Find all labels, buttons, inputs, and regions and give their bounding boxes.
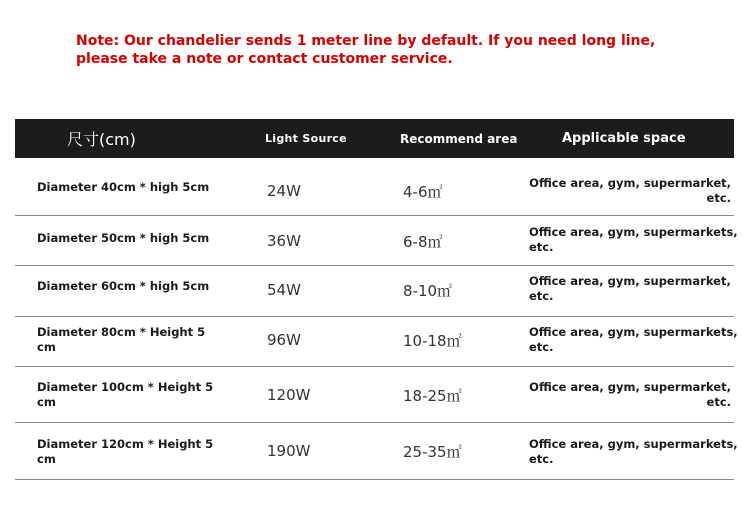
size-cell: Diameter 80cm * Height 5 cm xyxy=(37,325,206,354)
light-cell: 24W xyxy=(267,182,301,200)
table-row xyxy=(15,216,738,266)
header-light-source: Light Source xyxy=(265,132,347,145)
area-cell: 4-6㎡ xyxy=(403,183,443,201)
area-cell: 6-8㎡ xyxy=(403,233,443,251)
spec-table xyxy=(15,158,738,480)
light-cell: 120W xyxy=(267,386,311,404)
table-header xyxy=(15,119,734,158)
size-cell: Diameter 40cm * high 5cm xyxy=(37,180,210,194)
space-cell: Office area, gym, supermarket, etc. xyxy=(529,176,731,205)
header-applicable-space: Applicable space xyxy=(562,131,686,146)
size-cell: Diameter 120cm * Height 5 cm xyxy=(37,437,214,466)
light-cell: 190W xyxy=(267,442,311,460)
light-cell: 96W xyxy=(267,331,301,349)
table-row xyxy=(15,317,738,367)
space-cell: Office area, gym, supermarkets, etc. xyxy=(529,437,738,466)
light-cell: 54W xyxy=(267,281,301,299)
size-cell: Diameter 50cm * high 5cm xyxy=(37,231,210,245)
header-size: 尺寸(cm) xyxy=(67,130,136,149)
size-cell: Diameter 60cm * high 5cm xyxy=(37,279,210,293)
space-cell: Office area, gym, supermarket, etc. xyxy=(529,274,731,303)
header-recommend-area: Recommend area xyxy=(400,131,518,146)
table-row xyxy=(15,266,734,317)
table-row xyxy=(15,158,734,216)
area-cell: 18-25㎡ xyxy=(403,387,462,405)
light-cell: 36W xyxy=(267,232,301,250)
table-row xyxy=(15,367,734,423)
shipping-note: Note: Our chandelier sends 1 meter line by default. If you need long line, please take a note or contact customer service. xyxy=(76,33,656,67)
table-row xyxy=(15,423,738,480)
space-cell: Office area, gym, supermarket, etc. xyxy=(529,380,731,409)
size-cell: Diameter 100cm * Height 5 cm xyxy=(37,380,214,409)
area-cell: 25-35㎡ xyxy=(403,443,462,461)
space-cell: Office area, gym, supermarkets, etc. xyxy=(529,225,738,254)
area-cell: 8-10㎡ xyxy=(403,282,453,300)
area-cell: 10-18㎡ xyxy=(403,332,462,350)
space-cell: Office area, gym, supermarkets, etc. xyxy=(529,325,738,354)
